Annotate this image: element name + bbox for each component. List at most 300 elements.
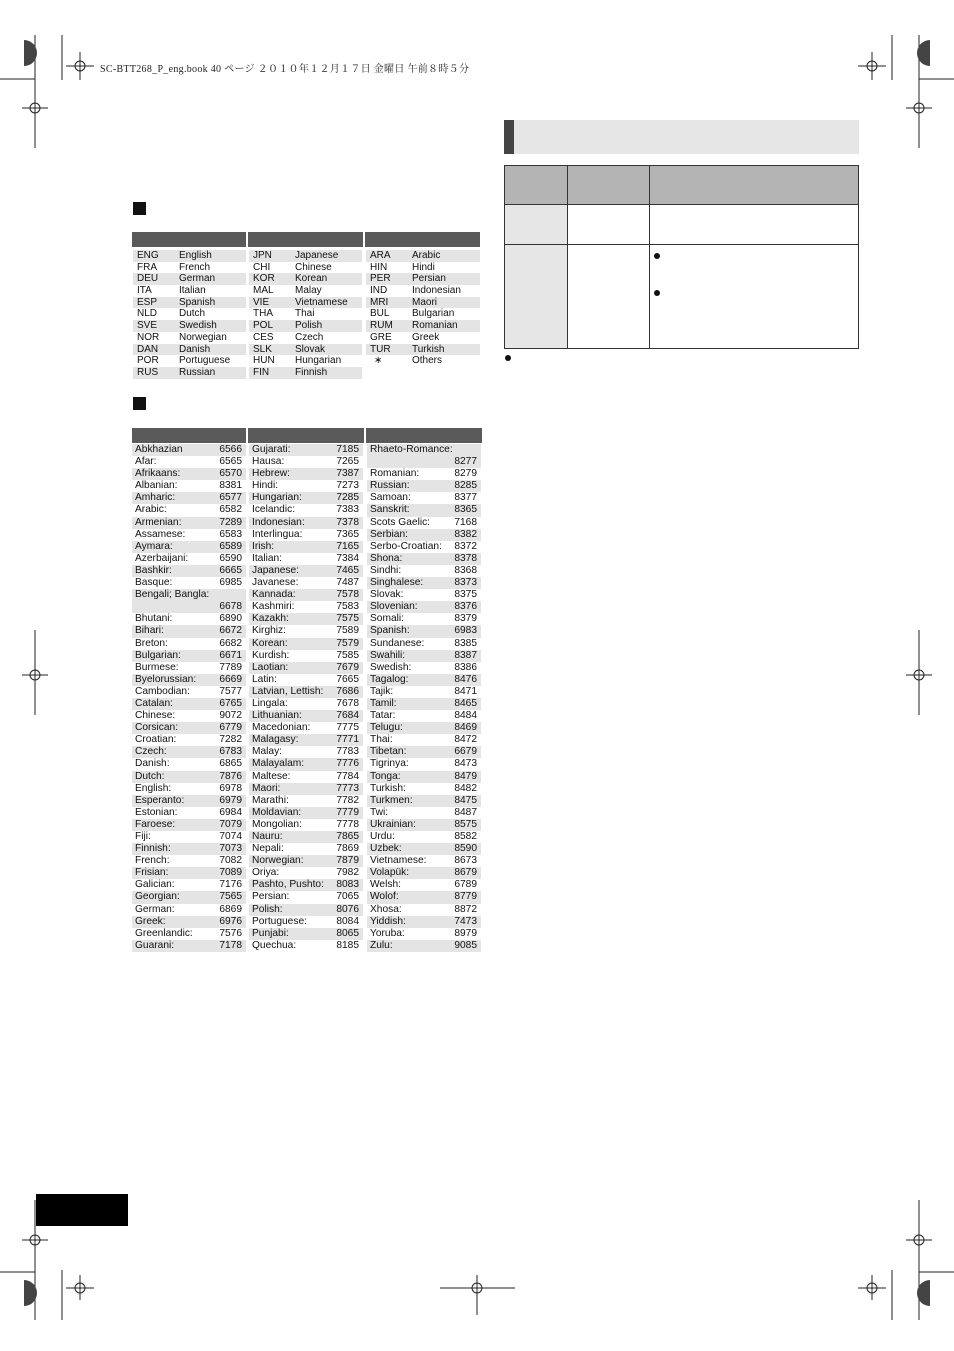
- language-name: Abkhazian: [135, 444, 183, 455]
- language-abbreviation: CHI: [253, 261, 271, 273]
- audio-language-column-2: [249, 250, 362, 379]
- language-code-row: [367, 940, 481, 952]
- language-code-row: [249, 734, 363, 746]
- info-table: [504, 165, 859, 349]
- language-code-row: [249, 553, 363, 565]
- language-code: 8679: [454, 867, 477, 879]
- language-code: 8285: [454, 480, 477, 492]
- language-code: 7285: [336, 492, 359, 504]
- audio-language-column-1: [133, 250, 246, 379]
- language-abbreviation: NLD: [137, 308, 158, 320]
- language-code-row: [367, 577, 481, 589]
- language-name: Spanish: [179, 296, 216, 308]
- language-code: 8387: [454, 649, 477, 661]
- audio-language-row: [366, 320, 480, 332]
- language-code: 8484: [454, 710, 477, 722]
- language-code: 6583: [219, 528, 242, 540]
- audio-language-row: [133, 262, 246, 274]
- language-name: Shona:: [370, 552, 403, 564]
- language-name: German: [179, 273, 216, 285]
- language-code-row: [132, 565, 246, 577]
- language-name: Czech: [295, 331, 324, 343]
- audio-language-table-header: [132, 232, 482, 247]
- language-name: Maori:: [252, 782, 281, 794]
- language-code-row: [249, 577, 363, 589]
- language-name: Dutch:: [135, 770, 165, 782]
- language-name: English: [179, 250, 212, 261]
- language-name: Tajik:: [370, 685, 394, 697]
- language-name: Aymara:: [135, 540, 173, 552]
- language-name: Bulgarian:: [135, 649, 181, 661]
- language-code: 7679: [336, 661, 359, 673]
- language-code: 7176: [219, 879, 242, 891]
- language-code: 6779: [219, 722, 242, 734]
- language-name: Uzbek:: [370, 843, 402, 855]
- language-code-row: [249, 758, 363, 770]
- language-code: 7585: [336, 649, 359, 661]
- language-code: 7684: [336, 710, 359, 722]
- language-name: Guarani:: [135, 939, 175, 951]
- language-code: 6590: [219, 552, 242, 564]
- audio-language-row: [133, 367, 246, 379]
- language-code-row: [367, 480, 481, 492]
- language-abbreviation: RUS: [137, 366, 159, 378]
- language-name: Tibetan:: [370, 746, 407, 758]
- language-name: Yoruba:: [370, 927, 405, 939]
- language-code-row: [367, 746, 481, 758]
- page-header: SC-BTT268_P_eng.book 40 ページ ２０１０年１２月１７日 金曜日 午前８時５分: [100, 64, 470, 75]
- language-code-row: [367, 662, 481, 674]
- audio-language-row: [249, 355, 362, 367]
- language-name: Indonesian:: [252, 516, 305, 528]
- language-code: 7879: [336, 855, 359, 867]
- language-name: French: [179, 261, 211, 273]
- language-code: 7082: [219, 855, 242, 867]
- language-code: 8473: [454, 758, 477, 770]
- audio-language-column-3: [366, 250, 480, 367]
- audio-language-row: [249, 262, 362, 274]
- language-name: Afar:: [135, 456, 157, 468]
- language-code: 7773: [336, 782, 359, 794]
- audio-language-row: [133, 308, 246, 320]
- language-name: Esperanto:: [135, 794, 185, 806]
- language-name: Persian:: [252, 891, 290, 903]
- language-code: 6976: [219, 915, 242, 927]
- language-code: 6789: [454, 879, 477, 891]
- language-code-row: [249, 625, 363, 637]
- language-name: Quechua:: [252, 939, 297, 951]
- language-code: 6665: [219, 564, 242, 576]
- language-code: 8185: [336, 939, 359, 951]
- language-code-row: [132, 504, 246, 516]
- language-code-row: [249, 891, 363, 903]
- language-name: Thai:: [370, 734, 393, 746]
- language-code: 7779: [336, 806, 359, 818]
- info-table-row: [505, 205, 859, 245]
- language-code-row: [367, 553, 481, 565]
- language-name: Danish: [179, 343, 211, 355]
- language-code-row: [132, 529, 246, 541]
- language-name: Turkmen:: [370, 794, 413, 806]
- language-name: Vietnamese: [295, 296, 348, 308]
- language-abbreviation: BUL: [370, 308, 390, 320]
- language-code: 9072: [219, 710, 242, 722]
- language-code: 7865: [336, 831, 359, 842]
- language-abbreviation: MAL: [253, 285, 274, 297]
- language-code: 7589: [336, 625, 359, 637]
- language-name: Galician:: [135, 879, 175, 891]
- audio-language-row: [133, 297, 246, 309]
- language-name: Albanian:: [135, 480, 178, 492]
- language-code: 8469: [454, 722, 477, 734]
- language-code-row: [367, 843, 481, 855]
- language-name: Russian: [179, 366, 216, 378]
- language-code: 6985: [219, 577, 242, 589]
- language-code-row: [132, 831, 246, 843]
- language-name: Irish:: [252, 540, 275, 552]
- language-name: Marathi:: [252, 794, 289, 806]
- language-name: German:: [135, 903, 175, 915]
- language-code-row: [132, 916, 246, 928]
- language-name: Kannada:: [252, 589, 296, 601]
- language-code-row: [132, 650, 246, 662]
- language-name: Serbo-Croatian:: [370, 540, 442, 552]
- language-name: Maori: [412, 296, 438, 308]
- language-name: Tagalog:: [370, 673, 409, 685]
- language-name: Telugu:: [370, 722, 403, 734]
- language-name: Serbian:: [370, 528, 408, 540]
- language-code: 8277: [454, 456, 477, 468]
- audio-language-row: [249, 250, 362, 262]
- language-code: 6979: [219, 794, 242, 806]
- language-code: 6978: [219, 782, 242, 794]
- language-name: Pashto, Pushto:: [252, 879, 324, 891]
- language-name: Kazakh:: [252, 613, 289, 625]
- language-code: 7282: [219, 734, 242, 746]
- audio-language-row: [366, 355, 480, 367]
- audio-language-row: [366, 273, 480, 285]
- language-name: Singhalese:: [370, 577, 424, 589]
- language-name: Tigrinya:: [370, 758, 409, 770]
- bullet-icon: [654, 253, 660, 259]
- language-code: 7778: [336, 818, 359, 830]
- language-name: Spanish:: [370, 625, 410, 637]
- language-code: 7378: [336, 516, 359, 528]
- language-code-row: [132, 625, 246, 637]
- language-name: Hindi: [412, 261, 435, 273]
- audio-language-row: [249, 285, 362, 297]
- language-name: Bihari:: [135, 625, 164, 637]
- language-name: Croatian:: [135, 734, 177, 746]
- language-abbreviation: SLK: [253, 343, 272, 355]
- language-code-row: [249, 686, 363, 698]
- language-code: 8084: [336, 915, 359, 927]
- language-code-row: [249, 504, 363, 516]
- language-code: 7073: [219, 843, 242, 855]
- audio-language-row: [366, 332, 480, 344]
- language-name: Italian:: [252, 552, 283, 564]
- language-name: Latvian, Lettish:: [252, 685, 324, 697]
- audio-language-row: [133, 355, 246, 367]
- language-code-row: [132, 867, 246, 879]
- language-code: 7782: [336, 794, 359, 806]
- language-code: 8471: [454, 685, 477, 697]
- language-name: Portuguese:: [252, 915, 307, 927]
- language-code-row: [249, 855, 363, 867]
- language-name: Azerbaijani:: [135, 552, 189, 564]
- language-code-row: [249, 456, 363, 468]
- language-code: 6869: [219, 903, 242, 915]
- language-code-row: [367, 468, 481, 480]
- language-code-row: [367, 904, 481, 916]
- language-code: 7473: [454, 915, 477, 927]
- language-code-row: [249, 771, 363, 783]
- language-code-row: [249, 650, 363, 662]
- language-name: Finnish:: [135, 843, 171, 855]
- language-code: 9085: [454, 939, 477, 951]
- language-code-row: [367, 819, 481, 831]
- language-code: 8872: [454, 903, 477, 915]
- language-code: 6589: [219, 540, 242, 552]
- audio-language-row: [249, 367, 362, 379]
- language-abbreviation: PER: [370, 273, 391, 285]
- language-code-row: [249, 867, 363, 879]
- language-name: Hindi:: [252, 480, 279, 492]
- language-code: 7579: [336, 637, 359, 649]
- audio-language-row: [366, 308, 480, 320]
- language-code: 6765: [219, 697, 242, 709]
- language-code-row: [367, 601, 481, 613]
- language-name: Vietnamese:: [370, 855, 427, 867]
- language-abbreviation: TUR: [370, 343, 391, 355]
- language-code-row: [367, 916, 481, 928]
- language-name: Polish:: [252, 903, 283, 915]
- language-name: Rhaeto-Romance:: [370, 444, 453, 455]
- language-code-row: [249, 444, 363, 456]
- language-code: 6983: [454, 625, 477, 637]
- language-name: Thai: [295, 308, 315, 320]
- language-code-row: [367, 722, 481, 734]
- language-abbreviation: SVE: [137, 320, 158, 332]
- language-code: 8372: [454, 540, 477, 552]
- language-code-row: [367, 734, 481, 746]
- language-code: 7576: [219, 927, 242, 939]
- language-name: Macedonian:: [252, 722, 311, 734]
- language-code: 7869: [336, 843, 359, 855]
- language-code-row: [367, 541, 481, 553]
- language-code: 6577: [219, 492, 242, 504]
- language-name: Wolof:: [370, 891, 399, 903]
- language-code: 8575: [454, 818, 477, 830]
- language-name: Lithuanian:: [252, 710, 302, 722]
- language-code-row: [367, 625, 481, 637]
- language-code: 7982: [336, 867, 359, 879]
- language-name: Indonesian: [412, 285, 461, 297]
- language-code-row: [249, 843, 363, 855]
- language-code: 6783: [219, 746, 242, 758]
- language-name: Nauru:: [252, 831, 283, 842]
- audio-language-row: [249, 332, 362, 344]
- language-name: French:: [135, 855, 170, 867]
- language-name: Romanian:: [370, 468, 420, 480]
- language-code-row: [249, 565, 363, 577]
- language-code-row: [367, 650, 481, 662]
- language-name: Lingala:: [252, 697, 288, 709]
- language-code: 8083: [336, 879, 359, 891]
- language-code-row: [367, 867, 481, 879]
- language-code: 8476: [454, 673, 477, 685]
- audio-language-row: [249, 344, 362, 356]
- language-abbreviation: POL: [253, 320, 274, 332]
- language-code: 8482: [454, 782, 477, 794]
- audio-language-row: [133, 285, 246, 297]
- audio-language-row: [133, 250, 246, 262]
- language-code-row: [249, 468, 363, 480]
- language-code-row: [132, 722, 246, 734]
- language-code-row: [367, 928, 481, 940]
- language-abbreviation: JPN: [253, 250, 272, 261]
- info-table-header: [505, 166, 859, 205]
- language-name: Breton:: [135, 637, 168, 649]
- language-code-row: [132, 855, 246, 867]
- language-code: 6682: [219, 637, 242, 649]
- language-abbreviation: CES: [253, 331, 274, 343]
- language-abbreviation: RUM: [370, 320, 393, 332]
- language-code: 8378: [454, 552, 477, 564]
- language-code-row: [132, 553, 246, 565]
- language-name: Yiddish:: [370, 915, 406, 927]
- language-code: 7065: [336, 891, 359, 903]
- language-code: 8381: [219, 480, 242, 492]
- language-code: 6669: [219, 673, 242, 685]
- language-code-row: [367, 613, 481, 625]
- language-code: 7165: [336, 540, 359, 552]
- language-code: 8582: [454, 831, 477, 842]
- language-code-row: [249, 601, 363, 613]
- language-name: Icelandic:: [252, 504, 296, 516]
- language-abbreviation: FRA: [137, 261, 157, 273]
- language-code-row: [249, 940, 363, 952]
- language-code-row: [132, 710, 246, 722]
- language-name: Twi:: [370, 806, 389, 818]
- language-code-row: [132, 686, 246, 698]
- language-name: Samoan:: [370, 492, 411, 504]
- section-title-bar: [504, 120, 514, 154]
- language-code-row: [367, 638, 481, 650]
- language-name: Kurdish:: [252, 649, 290, 661]
- language-code: 7265: [336, 456, 359, 468]
- language-name: Norwegian: [179, 331, 227, 343]
- audio-language-row: [133, 344, 246, 356]
- language-name: Turkish:: [370, 782, 406, 794]
- language-name: Zulu:: [370, 939, 393, 951]
- language-code-row: [132, 444, 246, 456]
- language-code-row: [249, 541, 363, 553]
- language-name: Finnish: [295, 366, 328, 378]
- language-code-row: [249, 589, 363, 601]
- language-code-row: [367, 686, 481, 698]
- language-code: 7783: [336, 746, 359, 758]
- language-abbreviation: ∗: [374, 355, 383, 367]
- language-code-row: [367, 674, 481, 686]
- language-name: Dutch: [179, 308, 206, 320]
- language-code-row: [132, 638, 246, 650]
- language-code-row: [367, 783, 481, 795]
- language-code-row: [132, 480, 246, 492]
- language-code: 7387: [336, 468, 359, 480]
- language-code: 7876: [219, 770, 242, 782]
- language-abbreviation: FIN: [253, 366, 270, 378]
- language-code: 7178: [219, 939, 242, 951]
- language-name: Tonga:: [370, 770, 401, 782]
- language-code-row: [367, 492, 481, 504]
- language-code-row: [249, 710, 363, 722]
- language-name: Slovak:: [370, 589, 404, 601]
- language-code-row: [249, 698, 363, 710]
- language-code: 6570: [219, 468, 242, 480]
- language-abbreviation: ARA: [370, 250, 391, 261]
- language-name: Faroese:: [135, 818, 176, 830]
- audio-language-row: [366, 262, 480, 274]
- language-name: Hungarian:: [252, 492, 302, 504]
- language-code: 7273: [336, 480, 359, 492]
- language-name: Mongolian:: [252, 818, 302, 830]
- audio-language-row: [366, 285, 480, 297]
- language-name: Amharic:: [135, 492, 176, 504]
- language-abbreviation: IND: [370, 285, 388, 297]
- language-name: Danish:: [135, 758, 170, 770]
- language-code-row: [132, 541, 246, 553]
- language-code-row: [249, 613, 363, 625]
- language-name: Others: [412, 355, 443, 367]
- language-code: 8279: [454, 468, 477, 480]
- language-code-row: [367, 831, 481, 843]
- language-name: Assamese:: [135, 528, 186, 540]
- language-name: Chinese: [295, 261, 332, 273]
- language-code-row: [367, 504, 481, 516]
- language-code-row: [367, 517, 481, 529]
- language-code: 8065: [336, 927, 359, 939]
- language-name: Welsh:: [370, 879, 401, 891]
- language-code: 7465: [336, 564, 359, 576]
- language-name: Slovenian:: [370, 601, 418, 613]
- language-code: 7089: [219, 867, 242, 879]
- language-name: Catalan:: [135, 697, 173, 709]
- language-abbreviation: ITA: [137, 285, 152, 297]
- language-name: Scots Gaelic:: [370, 516, 431, 528]
- language-code-row: [132, 698, 246, 710]
- audio-language-row: [249, 320, 362, 332]
- language-code: 8465: [454, 697, 477, 709]
- language-name: Somali:: [370, 613, 404, 625]
- language-code-row: [132, 456, 246, 468]
- section-marker-square: [133, 202, 146, 215]
- language-name: Greek:: [135, 915, 166, 927]
- language-abbreviation: HIN: [370, 261, 388, 273]
- language-name: Sindhi:: [370, 564, 402, 576]
- language-name: Polish: [295, 320, 323, 332]
- language-code: 7665: [336, 673, 359, 685]
- language-code: 7168: [454, 516, 477, 528]
- language-name: Korean: [295, 273, 328, 285]
- language-abbreviation: MRI: [370, 296, 389, 308]
- language-name: Swedish:: [370, 661, 412, 673]
- language-code-row: [132, 674, 246, 686]
- language-code: 8379: [454, 613, 477, 625]
- language-code-row: [249, 529, 363, 541]
- language-name: Cambodian:: [135, 685, 190, 697]
- language-code-row: [132, 734, 246, 746]
